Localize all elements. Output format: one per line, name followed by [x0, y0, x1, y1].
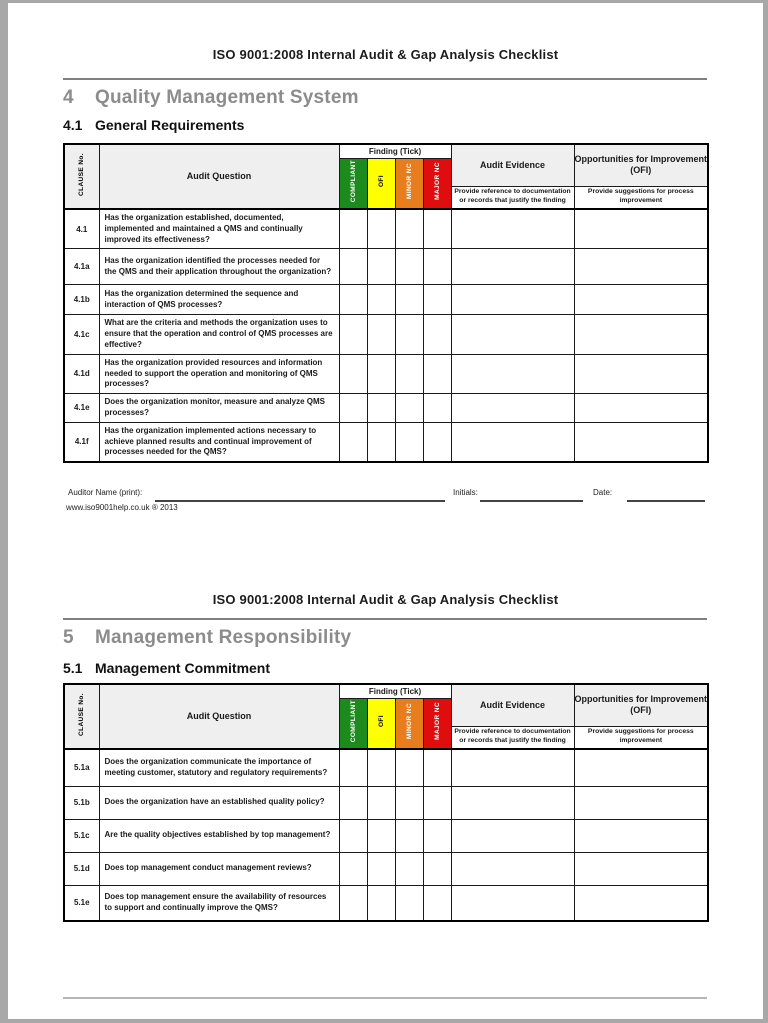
ofi-column-header: OFI — [367, 158, 395, 209]
checklist-row — [64, 786, 708, 819]
audit-evidence-column-header: Audit Evidence — [451, 144, 574, 186]
audit-evidence-column-header: Audit Evidence — [451, 684, 574, 726]
opportunities-cell — [574, 315, 708, 354]
compliant-tick-cell — [339, 354, 367, 393]
audit-question-cell: Does top management conduct management reviews? — [99, 852, 339, 885]
major-nc-tick-cell — [423, 819, 451, 852]
date-label: Date: — [593, 488, 613, 497]
section-heading — [63, 627, 351, 649]
audit-question-cell: Are the quality objectives established by top management? — [99, 819, 339, 852]
audit-checklist-table-management — [63, 683, 709, 922]
clause-number-cell: 5.1d — [64, 852, 99, 885]
clause-number-cell: 5.1e — [64, 885, 99, 921]
major-nc-column-header: MAJOR NC — [423, 158, 451, 209]
compliant-tick-cell — [339, 819, 367, 852]
checklist-row — [64, 819, 708, 852]
clause-number-cell: 4.1 — [64, 209, 99, 249]
opportunities-cell — [574, 354, 708, 393]
audit-evidence-cell — [451, 422, 574, 462]
subsection-title: Management Commitment — [95, 660, 271, 676]
subsection-heading — [63, 660, 270, 676]
opportunities-cell — [574, 852, 708, 885]
compliant-tick-cell — [339, 209, 367, 249]
audit-evidence-cell — [451, 786, 574, 819]
audit-question-column-header: Audit Question — [99, 144, 339, 209]
audit-question-cell: Has the organization established, documented, implemented and maintained a QMS and continually improved its effectiveness? — [99, 209, 339, 249]
section-heading — [63, 87, 359, 109]
opportunities-cell — [574, 249, 708, 285]
audit-question-cell: What are the criteria and methods the organization uses to ensure that the operation and control of QMS processes are effective? — [99, 315, 339, 354]
audit-evidence-subheader: Provide reference to documentation or records that justify the finding — [451, 186, 574, 209]
audit-question-cell: Has the organization implemented actions necessary to achieve planned results and continual improvement of processes needed for the QMS? — [99, 422, 339, 462]
finding-tick-header: Finding (Tick) — [339, 684, 451, 698]
subsection-heading — [63, 117, 244, 133]
audit-evidence-cell — [451, 249, 574, 285]
major-nc-tick-cell — [423, 209, 451, 249]
clause-number-cell: 5.1c — [64, 819, 99, 852]
major-nc-tick-cell — [423, 285, 451, 315]
clause-number-cell: 4.1c — [64, 315, 99, 354]
minor-nc-tick-cell — [395, 786, 423, 819]
section-divider-rule — [63, 618, 707, 620]
major-nc-tick-cell — [423, 885, 451, 921]
ofi-tick-cell — [367, 819, 395, 852]
document-title: ISO 9001:2008 Internal Audit & Gap Analysis Checklist — [212, 592, 559, 607]
clause-number-cell: 4.1d — [64, 354, 99, 393]
audit-evidence-cell — [451, 354, 574, 393]
compliant-tick-cell — [339, 249, 367, 285]
clause-number-cell: 5.1b — [64, 786, 99, 819]
section-divider-rule — [63, 78, 707, 80]
minor-nc-tick-cell — [395, 819, 423, 852]
ofi-tick-cell — [367, 885, 395, 921]
audit-evidence-cell — [451, 819, 574, 852]
checklist-row — [64, 422, 708, 462]
major-nc-tick-cell — [423, 249, 451, 285]
ofi-tick-cell — [367, 354, 395, 393]
checklist-row — [64, 749, 708, 786]
major-nc-column-header: MAJOR NC — [423, 698, 451, 749]
document-page — [8, 3, 763, 1019]
checklist-row — [64, 285, 708, 315]
section-title: Quality Management System — [95, 87, 359, 108]
compliant-tick-cell — [339, 749, 367, 786]
audit-evidence-cell — [451, 749, 574, 786]
ofi-tick-cell — [367, 749, 395, 786]
opportunities-cell — [574, 885, 708, 921]
subsection-title: General Requirements — [95, 117, 245, 133]
subsection-number: 4.1 — [63, 117, 83, 133]
subsection-number: 5.1 — [63, 660, 83, 676]
opportunities-column-header: Opportunities for Improvement (OFI) — [574, 684, 708, 726]
clause-number-cell: 4.1a — [64, 249, 99, 285]
audit-evidence-subheader: Provide reference to documentation or records that justify the finding — [451, 726, 574, 749]
compliant-tick-cell — [339, 422, 367, 462]
audit-question-column-header: Audit Question — [99, 684, 339, 749]
opportunities-cell — [574, 209, 708, 249]
opportunities-cell — [574, 422, 708, 462]
audit-evidence-cell — [451, 285, 574, 315]
finding-tick-header: Finding (Tick) — [339, 144, 451, 158]
minor-nc-tick-cell — [395, 749, 423, 786]
minor-nc-column-header: MINOR NC — [395, 698, 423, 749]
opportunities-subheader: Provide suggestions for process improvement — [574, 186, 708, 209]
ofi-tick-cell — [367, 209, 395, 249]
document-title: ISO 9001:2008 Internal Audit & Gap Analysis Checklist — [212, 47, 559, 62]
audit-question-cell: Has the organization provided resources and information needed to support the operation and monitoring of QMS processes? — [99, 354, 339, 393]
minor-nc-tick-cell — [395, 285, 423, 315]
opportunities-cell — [574, 786, 708, 819]
section-title: Management Responsibility — [95, 627, 352, 648]
minor-nc-tick-cell — [395, 315, 423, 354]
opportunities-cell — [574, 285, 708, 315]
audit-question-cell: Has the organization determined the sequence and interaction of QMS processes? — [99, 285, 339, 315]
minor-nc-tick-cell — [395, 885, 423, 921]
audit-question-cell: Has the organization identified the processes needed for the QMS and their application throughout the organization? — [99, 249, 339, 285]
audit-evidence-cell — [451, 315, 574, 354]
ofi-tick-cell — [367, 249, 395, 285]
audit-question-cell: Does the organization communicate the importance of meeting customer, statutory and regulatory requirements? — [99, 749, 339, 786]
initials-fill-line — [480, 500, 583, 502]
minor-nc-column-header: MINOR NC — [395, 158, 423, 209]
clause-column-header: CLAUSE No. — [64, 684, 99, 749]
opportunities-cell — [574, 819, 708, 852]
major-nc-tick-cell — [423, 394, 451, 423]
minor-nc-tick-cell — [395, 852, 423, 885]
checklist-row — [64, 354, 708, 393]
opportunities-cell — [574, 749, 708, 786]
compliant-tick-cell — [339, 285, 367, 315]
copyright-text: www.iso9001help.co.uk ® 2013 — [66, 503, 178, 512]
compliant-column-header: COMPLIANT — [339, 698, 367, 749]
ofi-tick-cell — [367, 852, 395, 885]
checklist-row — [64, 394, 708, 423]
auditor-name-fill-line — [155, 500, 445, 502]
major-nc-tick-cell — [423, 315, 451, 354]
compliant-column-header: COMPLIANT — [339, 158, 367, 209]
compliant-tick-cell — [339, 852, 367, 885]
opportunities-subheader: Provide suggestions for process improvement — [574, 726, 708, 749]
major-nc-tick-cell — [423, 422, 451, 462]
ofi-tick-cell — [367, 285, 395, 315]
ofi-tick-cell — [367, 786, 395, 819]
minor-nc-tick-cell — [395, 422, 423, 462]
audit-evidence-cell — [451, 885, 574, 921]
ofi-tick-cell — [367, 315, 395, 354]
opportunities-column-header: Opportunities for Improvement (OFI) — [574, 144, 708, 186]
clause-number-cell: 4.1e — [64, 394, 99, 423]
initials-label: Initials: — [453, 488, 478, 497]
compliant-tick-cell — [339, 394, 367, 423]
auditor-name-label: Auditor Name (print): — [68, 488, 143, 497]
clause-number-cell: 5.1a — [64, 749, 99, 786]
section-number: 5 — [63, 627, 74, 648]
compliant-tick-cell — [339, 786, 367, 819]
checklist-row — [64, 249, 708, 285]
major-nc-tick-cell — [423, 786, 451, 819]
checklist-row — [64, 209, 708, 249]
audit-evidence-cell — [451, 209, 574, 249]
compliant-tick-cell — [339, 315, 367, 354]
section-number: 4 — [63, 87, 74, 108]
checklist-row — [64, 852, 708, 885]
ofi-tick-cell — [367, 394, 395, 423]
minor-nc-tick-cell — [395, 249, 423, 285]
audit-evidence-cell — [451, 852, 574, 885]
minor-nc-tick-cell — [395, 394, 423, 423]
clause-column-header: CLAUSE No. — [64, 144, 99, 209]
clause-number-cell: 4.1b — [64, 285, 99, 315]
minor-nc-tick-cell — [395, 354, 423, 393]
compliant-tick-cell — [339, 885, 367, 921]
opportunities-cell — [574, 394, 708, 423]
clause-number-cell: 4.1f — [64, 422, 99, 462]
ofi-tick-cell — [367, 422, 395, 462]
audit-question-cell: Does top management ensure the availability of resources to support and continually improve the QMS? — [99, 885, 339, 921]
checklist-row — [64, 885, 708, 921]
audit-question-cell: Does the organization have an established quality policy? — [99, 786, 339, 819]
ofi-column-header: OFI — [367, 698, 395, 749]
date-fill-line — [627, 500, 705, 502]
checklist-row — [64, 315, 708, 354]
minor-nc-tick-cell — [395, 209, 423, 249]
audit-checklist-table-qms — [63, 143, 709, 463]
major-nc-tick-cell — [423, 749, 451, 786]
page-break-divider — [63, 997, 707, 999]
audit-evidence-cell — [451, 394, 574, 423]
major-nc-tick-cell — [423, 852, 451, 885]
major-nc-tick-cell — [423, 354, 451, 393]
audit-question-cell: Does the organization monitor, measure and analyze QMS processes? — [99, 394, 339, 423]
